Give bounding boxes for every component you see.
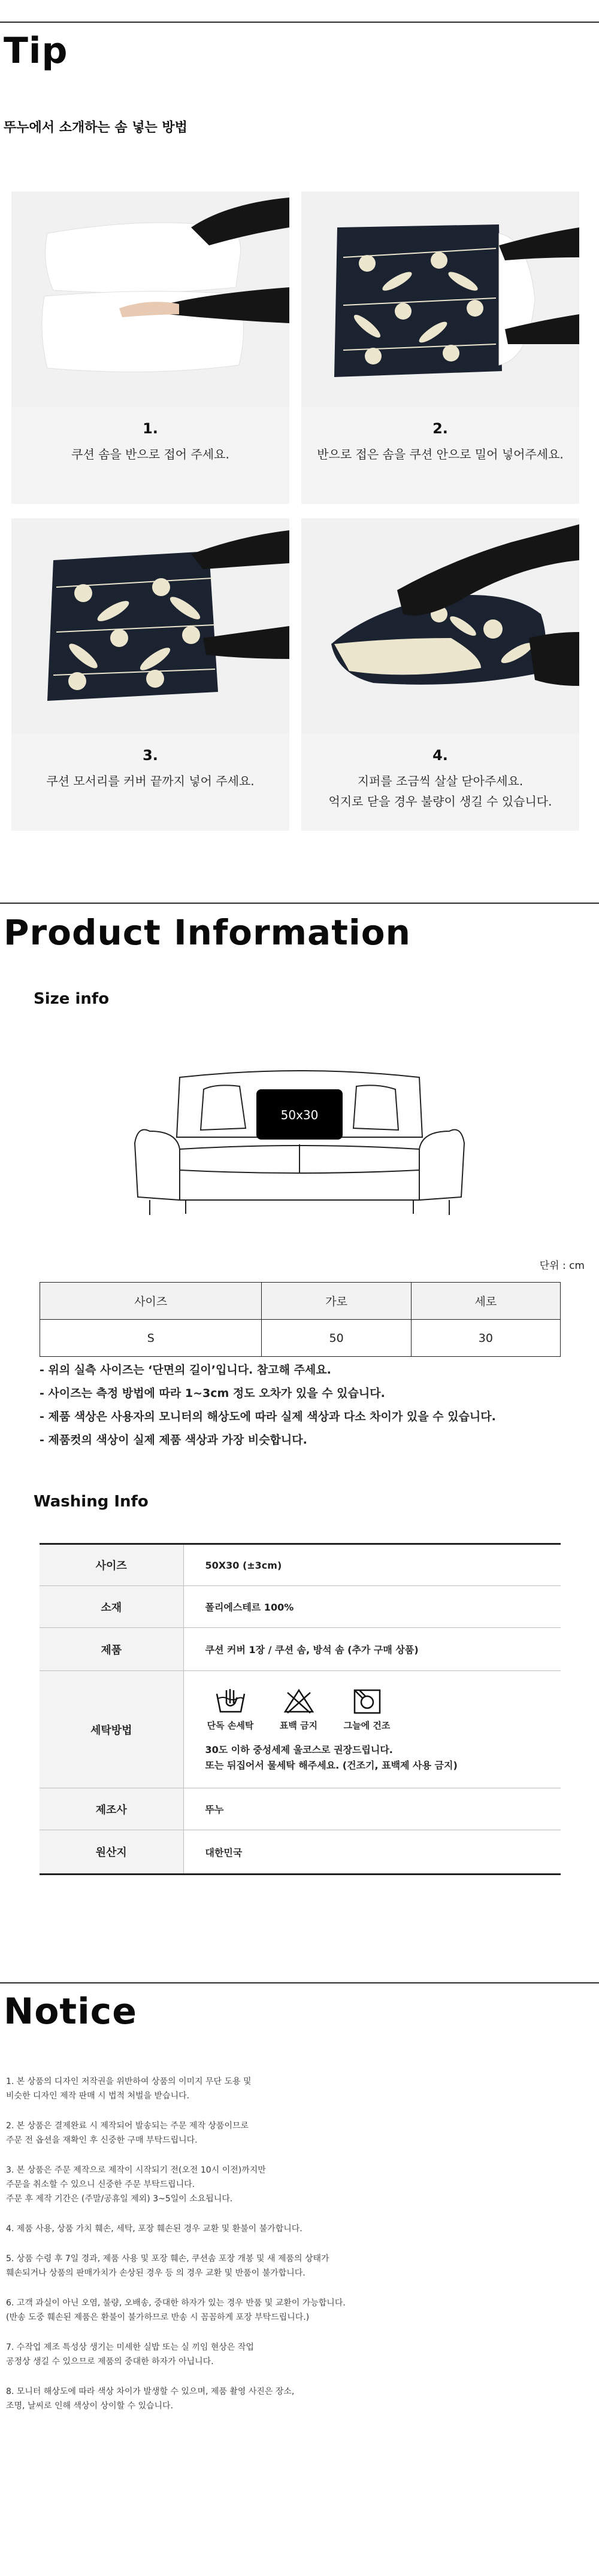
step-2-text: 반으로 접은 솜을 쿠션 안으로 밀어 넣어주세요. <box>317 447 564 461</box>
tip-title: Tip <box>4 30 68 72</box>
tip-subtitle: 뚜누에서 소개하는 솜 넣는 방법 <box>4 120 187 135</box>
wash-maker-label: 제조사 <box>40 1788 183 1830</box>
no-bleach-icon <box>274 1688 324 1731</box>
wash-note-line: 또는 뒤집어서 물세탁 해주세요. (건조기, 표백제 사용 금지) <box>205 1760 458 1771</box>
size-note: - 사이즈는 측정 방법에 따라 1~3cm 정도 오차가 있을 수 있습니다. <box>40 1387 385 1400</box>
table-row <box>40 1628 561 1671</box>
top-divider <box>0 22 599 23</box>
step-4-number: 4. <box>432 747 448 764</box>
wash-size-label: 사이즈 <box>40 1544 183 1586</box>
notice-item: 8. 모니터 해상도에 따라 색상 차이가 발생할 수 있으며, 제품 촬영 사진은 장소, 조명, 날씨로 인해 색상이 상이할 수 있습니다. <box>6 2387 295 2411</box>
wash-material-value: 폴리에스테르 100% <box>183 1586 561 1628</box>
size-cell-width: 50 <box>262 1320 411 1357</box>
shade-dry-icon <box>342 1688 392 1731</box>
wash-method-label: 세탁방법 <box>40 1671 183 1788</box>
size-cell-height: 30 <box>411 1320 560 1357</box>
tip-step-3 <box>11 518 289 831</box>
size-table <box>40 1282 561 1357</box>
tip-step-2 <box>301 192 579 504</box>
size-info-label: Size info <box>34 990 110 1008</box>
hand-wash-icon <box>205 1688 256 1731</box>
table-row <box>40 1830 561 1875</box>
step-4-photo <box>301 518 579 734</box>
no-bleach-label: 표백 금지 <box>279 1720 318 1731</box>
size-note: - 제품컷의 색상이 실제 제품 색상과 가장 비슷합니다. <box>40 1433 307 1447</box>
step-3-number: 3. <box>143 747 158 764</box>
washing-info-label: Washing Info <box>34 1493 149 1511</box>
size-header-height: 세로 <box>411 1283 560 1320</box>
step-4-text: 지퍼를 조금씩 살살 닫아주세요. 억지로 닫을 경우 불량이 생길 수 있습니다. <box>328 774 552 809</box>
cushion-size-label: 50x30 <box>280 1108 319 1122</box>
tip-step-4 <box>301 518 579 831</box>
notice-item: 6. 고객 과실이 아닌 오염, 불량, 오배송, 중대한 하자가 있는 경우 반품 및 교환이 가능합니다. (반송 도중 훼손된 제품은 환불이 불가하므로 반송 시 꼼꼼하게 포장 부탁드립니다.) <box>6 2298 346 2322</box>
hand-wash-label: 단독 손세탁 <box>207 1720 254 1731</box>
notice-item: 4. 제품 사용, 상품 가치 훼손, 세탁, 포장 훼손된 경우 교환 및 환불이 불가합니다. <box>6 2224 302 2234</box>
wash-method-note <box>205 1742 561 1773</box>
wash-origin-label: 원산지 <box>40 1830 183 1875</box>
wash-method-value <box>183 1671 561 1788</box>
size-note: - 위의 실측 사이즈는 ‘단면의 길이’입니다. 참고해 주세요. <box>40 1363 331 1377</box>
product-info-title: Product Information <box>4 912 411 953</box>
notice-item: 7. 수작업 제조 특성상 생기는 미세한 실밥 또는 실 끼임 현상은 작업 공정상 생길 수 있으므로 제품의 중대한 하자가 아닙니다. <box>6 2343 254 2367</box>
size-note: - 제품 색상은 사용자의 모니터의 해상도에 따라 실제 색상과 다소 차이가 있을 수 있습니다. <box>40 1410 496 1423</box>
step-2-photo <box>301 192 579 407</box>
notice-item: 5. 상품 수령 후 7일 경과, 제품 사용 및 포장 훼손, 쿠션솜 포장 개봉 및 새 제품의 상태가 훼손되거나 상품의 판매가치가 손상된 경우 등 의 경우 교환 및 반품이 불가합니다. <box>6 2254 329 2278</box>
wash-icons <box>205 1688 561 1731</box>
size-cell-size: S <box>40 1320 262 1357</box>
wash-origin-value: 대한민국 <box>183 1830 561 1875</box>
step-3-photo <box>11 518 289 734</box>
notice-item: 2. 본 상품은 결제완료 시 제작되어 발송되는 주문 제작 상품이므로 주문 전 옵션을 재확인 후 신중한 구매 부탁드립니다. <box>6 2121 249 2145</box>
size-header-size: 사이즈 <box>40 1283 262 1320</box>
step-1-number: 1. <box>143 420 158 437</box>
step-1-text: 쿠션 솜을 반으로 접어 주세요. <box>71 447 229 461</box>
notice-title: Notice <box>4 1991 137 2033</box>
step-1-photo <box>11 192 289 407</box>
size-header-width: 가로 <box>262 1283 411 1320</box>
notice-item: 1. 본 상품의 디자인 저작권을 위반하여 상품의 이미지 무단 도용 및 비슷한 디자인 제작 판매 시 법적 처벌을 받습니다. <box>6 2077 252 2101</box>
table-row <box>40 1320 561 1357</box>
wash-note-line: 30도 이하 중성세제 울코스로 권장드립니다. <box>205 1744 393 1755</box>
table-row <box>40 1586 561 1628</box>
wash-product-value: 쿠션 커버 1장 / 쿠션 솜, 방석 솜 (추가 구매 상품) <box>183 1628 561 1671</box>
wash-product-label: 제품 <box>40 1628 183 1671</box>
notice-item: 3. 본 상품은 주문 제작으로 제작이 시작되기 전(오전 10시 이전)까지만 주문을 취소할 수 있으니 신중한 주문 부탁드립니다. 주문 후 제작 기간은 (주말/공휴일 제외) 3~5일이 소요됩니다. <box>6 2165 266 2204</box>
unit-label: 단위 : cm <box>539 1260 585 1272</box>
product-divider <box>0 903 599 904</box>
sofa-illustration <box>126 1065 473 1221</box>
tip-step-1 <box>11 192 289 504</box>
notice-divider <box>0 1982 599 1983</box>
table-row <box>40 1788 561 1830</box>
washing-table <box>40 1543 561 1875</box>
step-2-number: 2. <box>432 420 448 437</box>
wash-material-label: 소재 <box>40 1586 183 1628</box>
shade-dry-label: 그늘에 건조 <box>343 1720 391 1731</box>
table-row <box>40 1671 561 1788</box>
step-3-text: 쿠션 모서리를 커버 끝까지 넣어 주세요. <box>46 774 255 788</box>
wash-size-value: 50X30 (±3cm) <box>183 1544 561 1586</box>
wash-maker-value: 뚜누 <box>183 1788 561 1830</box>
size-notes <box>40 1359 567 1452</box>
table-row <box>40 1544 561 1586</box>
size-table-header <box>40 1283 561 1320</box>
notice-list <box>6 2074 593 2429</box>
